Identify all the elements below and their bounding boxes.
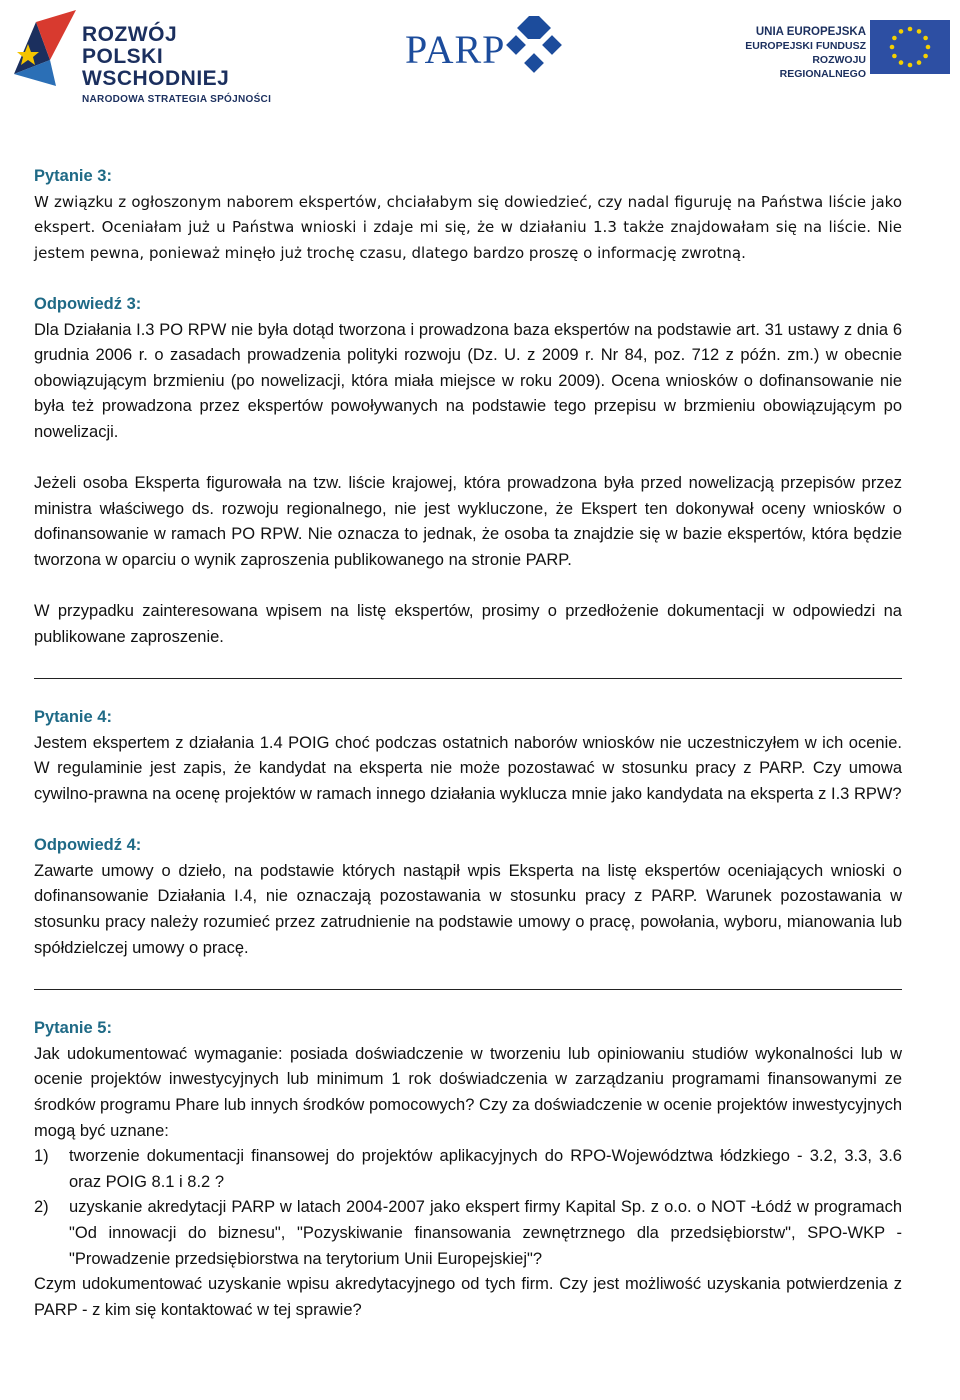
question-5	[34, 1016, 902, 1323]
list-item	[34, 1144, 902, 1195]
answer-3-heading: Odpowiedź 3:	[34, 294, 142, 313]
parp-logo	[405, 14, 565, 76]
list-item-number: 1)	[34, 1147, 49, 1166]
answer-3	[34, 292, 902, 650]
rpw-title-line2: POLSKI WSCHODNIEJ	[82, 45, 230, 90]
list-item	[34, 1195, 902, 1272]
question-5-list	[34, 1144, 902, 1272]
parp-emblem-icon	[505, 16, 563, 74]
list-item-text: uzyskanie akredytacji PARP w latach 2004-2007 jako ekspert firmy Kapital Sp. z o.o. o NOT -Łódź w programach "Od innowacji do biznesu", "Pozyskiwanie finansowania zewnętrznego dla przedsiębiorstw", SPO-WKP - "Prowadzenie przedsiębiorstwa na terytorium Unii Europejskiej"?	[69, 1198, 902, 1268]
answer-4-heading: Odpowiedź 4:	[34, 836, 142, 855]
rozwoj-polski-wschodniej-logo	[6, 4, 316, 105]
document-header	[0, 0, 960, 105]
question-5-heading: Pytanie 5:	[34, 1019, 112, 1038]
eu-fund-line2: ROZWOJU REGIONALNEGO	[779, 54, 866, 80]
question-5-outro: Czym udokumentować uzyskanie wpisu akredytacyjnego od tych firm. Czy jest możliwość uzyskania potwierdzenia z PARP - z kim się kontaktować w tej sprawie?	[34, 1275, 902, 1319]
answer-4-text: Zawarte umowy o dzieło, na podstawie których nastąpił wpis Eksperta na listę ekspertów oceniających wnioski o dofinansowanie Działania I.4, nie oznaczają pozostawania w stosunku pracy z PARP. Warunek pozostawania w stosunku pracy należy rozumieć przez zatrudnienie na podstawie umowy o pracę, powołania, wyboru, mianowania lub spółdzielczej umowy o pracę.	[34, 861, 902, 957]
eu-flag-icon	[870, 20, 950, 74]
eu-fund-line1: EUROPEJSKI FUNDUSZ	[745, 40, 866, 52]
question-4-heading: Pytanie 4:	[34, 708, 112, 727]
question-4-text: Jestem ekspertem z działania 1.4 POIG choć podczas ostatnich naborów wniosków nie uczestniczyłem w ich ocenie. W regulaminie jest zapis, że kandydat na eksperta nie może pozostawać w stosunku pracy z PARP. Czy umowa cywilno-prawna na ocenę projektów w ramach innego działania wyklucza mnie jako kandydata na eksperta z I.3 RPW?	[34, 733, 902, 804]
eu-logo	[720, 20, 952, 80]
rpw-subtitle: NARODOWA STRATEGIA SPÓJNOŚCI	[82, 94, 272, 105]
list-item-number: 2)	[34, 1198, 49, 1217]
question-3-heading: Pytanie 3:	[34, 167, 112, 185]
rpw-emblem-icon	[6, 4, 78, 88]
answer-3-paragraph-2: Jeżeli osoba Eksperta figurowała na tzw. liście krajowej, która prowadzona była przed nowelizacją przepisów przez ministra właściwego ds. rozwoju regionalnego, nie jest wykluczone, że Ekspert ten dokonywał oceny wniosków o dofinansowanie w ramach PO RPW. Nie oznacza to jednak, że osoba ta znajdzie się w bazie ekspertów, która będzie tworzona w oparciu o wynik zaproszenia publikowanego na stronie PARP.	[34, 474, 902, 569]
answer-3-paragraph-1: Dla Działania I.3 PO RPW nie była dotąd tworzona i prowadzona baza ekspertów na podstawie art. 31 ustawy z dnia 6 grudnia 2006 r. o zasadach prowadzenia polityki rozwoju (Dz. U. z 2009 r. Nr 84, poz. 712 z późn. zm.) w obecnie obowiązującym brzmieniu (po nowelizacji, która miała miejsce w roku 2009). Ocena wniosków o dofinansowanie nie była też prowadzona przez ekspertów powoływanych na podstawie tego przepisu w brzmieniu obowiązującym po nowelizacji.	[34, 320, 902, 441]
list-item-text: tworzenie dokumentacji finansowej do projektów aplikacyjnych do RPO-Województwa łódzkiego - 3.2, 3.3, 3.6 oraz POIG 8.1 i 8.2 ?	[69, 1147, 902, 1191]
document-body	[34, 164, 902, 1323]
question-5-intro: Jak udokumentować wymaganie: posiada doświadczenie w tworzeniu lub opiniowaniu studiów wykonalności lub w ocenie projektów inwestycyjnych lub minimum 1 rok doświadczenia w zarządzaniu programami finansowanymi ze środków programu Phare lub innych środków pomocowych? Czy za doświadczenie w ocenie projektów inwestycyjnych mogą być uznane:	[34, 1044, 902, 1140]
parp-wordmark: PARP	[405, 27, 506, 72]
question-3	[34, 164, 902, 266]
question-3-text: W związku z ogłoszonym naborem ekspertów, chciałabym się dowiedzieć, czy nadal figuruję na Państwa liście jako ekspert. Oceniałam już u Państwa wnioski i zdaje mi się, że w działaniu 1.3 także znajdowałam się na liście. Nie jestem pewna, ponieważ minęło już trochę czasu, dlatego bardzo proszę o informację zwrotną.	[34, 192, 902, 262]
question-4	[34, 705, 902, 807]
eu-title: UNIA EUROPEJSKA	[755, 26, 866, 38]
answer-4	[34, 833, 902, 961]
answer-3-paragraph-3: W przypadku zainteresowana wpisem na listę ekspertów, prosimy o przedłożenie dokumentacji w odpowiedzi na publikowane zaproszenie.	[34, 602, 902, 646]
rpw-title-line1: ROZWÓJ	[82, 23, 178, 46]
